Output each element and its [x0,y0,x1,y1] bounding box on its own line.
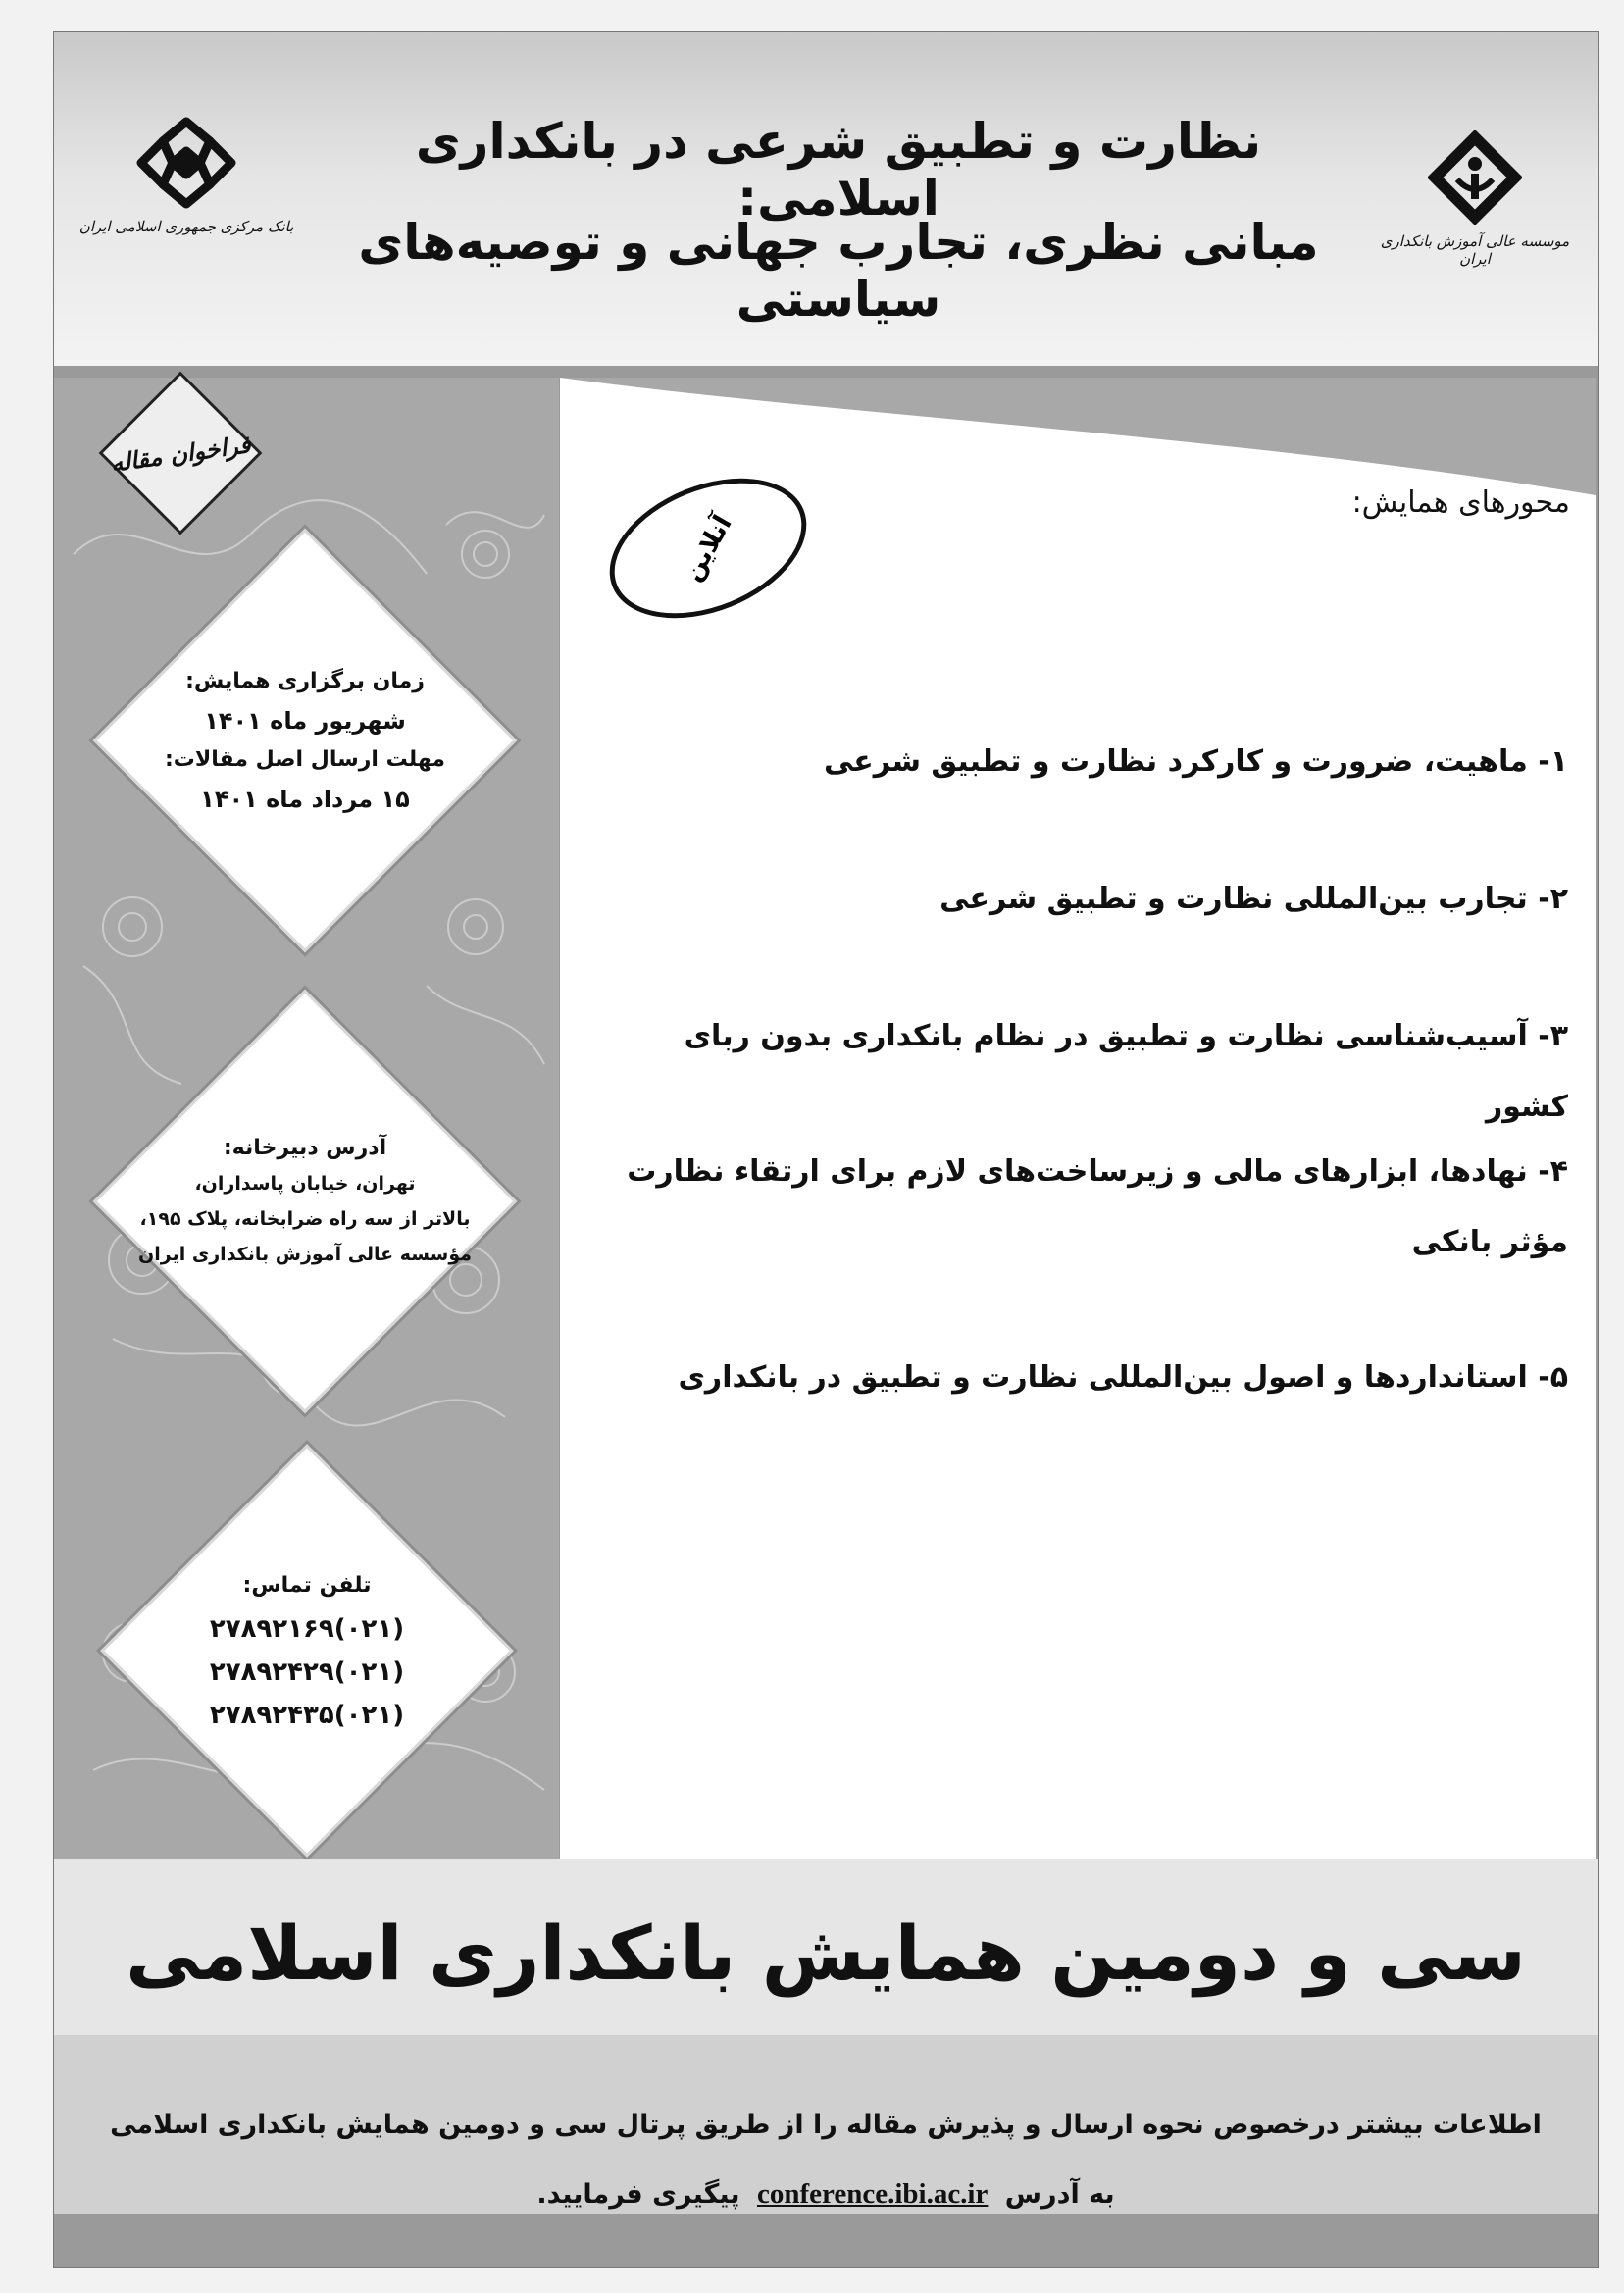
phone-number: (۰۲۱)۲۷۸۹۲۱۶۹ [209,1614,405,1644]
address-diamond [89,986,521,1417]
info-line: اطلاعات بیشتر درخصوص نحوه ارسال و پذیرش مقاله را از طریق پرتال سی و دومین همایش بانکداری اسلامی [110,2110,1542,2140]
call-for-papers-badge [97,370,264,536]
poster-header [54,32,1598,366]
topic-item: ۲- تجارب بین‌المللی نظارت و تطبیق شرعی [939,882,1568,916]
info-panel [54,2035,1598,2214]
conference-url-link[interactable]: conference.ibi.ac.ir [756,2178,989,2210]
address-line1: تهران، خیابان پاسداران، [194,1173,416,1195]
conference-banner [54,1859,1598,2035]
online-label: آنلاین [678,510,738,586]
deadline-date: ۱۵ مرداد ماه ۱۴۰۱ [200,786,410,813]
institute-logo-caption: موسسه عالی آموزش بانکداری ایران [1380,232,1570,268]
central-bank-logo-caption: بانک مرکزی جمهوری اسلامی ایران [78,218,294,235]
schedule-date: شهریور ماه ۱۴۰۱ [204,707,406,735]
bottom-border [54,2214,1598,2267]
central-bank-emblem-icon [127,116,245,210]
topic-item: ۱- ماهیت، ضرورت و کارکرد نظارت و تطبیق شرعی [823,744,1568,779]
header-wave-shape [560,378,1596,495]
contact-diamond [93,1437,521,1864]
institute-logo [1372,130,1578,268]
topics-heading: محورهای همایش: [1351,485,1570,520]
info-address-prefix: به آدرس [1004,2179,1115,2210]
institute-emblem-icon [1428,130,1522,225]
schedule-heading: زمان برگزاری همایش: [185,669,425,693]
topic-item: ۳- آسیب‌شناسی نظارت و تطبیق در نظام بانکداری بدون ربای کشور [684,1019,1568,1124]
conference-title: سی و دومین همایش بانکداری اسلامی [126,1910,1526,1997]
schedule-diamond [89,525,521,956]
deadline-heading: مهلت ارسال اصل مقالات: [164,747,446,772]
poster-title-line2: مبانی نظری، تجارب جهانی و توصیه‌های سیاستی [358,214,1319,328]
contact-heading: تلفن تماس: [242,1573,372,1598]
poster [53,31,1599,2268]
topics-panel [560,378,1596,1874]
info-line-address [93,2178,1558,2211]
phone-number: (۰۲۱)۲۷۸۹۲۴۳۵ [209,1701,405,1730]
info-address-suffix: پیگیری فرمایید. [536,2179,740,2210]
address-heading: آدرس دبیرخانه: [223,1136,387,1160]
topic-item: ۴- نهادها، ابزارهای مالی و زیرساخت‌های لازم برای ارتقاء نظارت مؤثر بانکی [627,1154,1568,1259]
topic-item: ۵- استانداردها و اصول بین‌المللی نظارت و تطبیق در بانکداری [678,1360,1568,1395]
call-for-papers-label: فراخوان مقاله [108,429,253,478]
phone-number: (۰۲۱)۲۷۸۹۲۴۲۹ [209,1657,405,1687]
poster-title-line1: نظارت و تطبیق شرعی در بانکداری اسلامی: [415,113,1262,227]
address-line2: بالاتر از سه راه ضرابخانه، پلاک ۱۹۵، [139,1208,471,1230]
address-line3: مؤسسه عالی آموزش بانکداری ایران [138,1244,472,1265]
sidebar-panel [54,378,559,1874]
central-bank-logo [74,116,299,235]
